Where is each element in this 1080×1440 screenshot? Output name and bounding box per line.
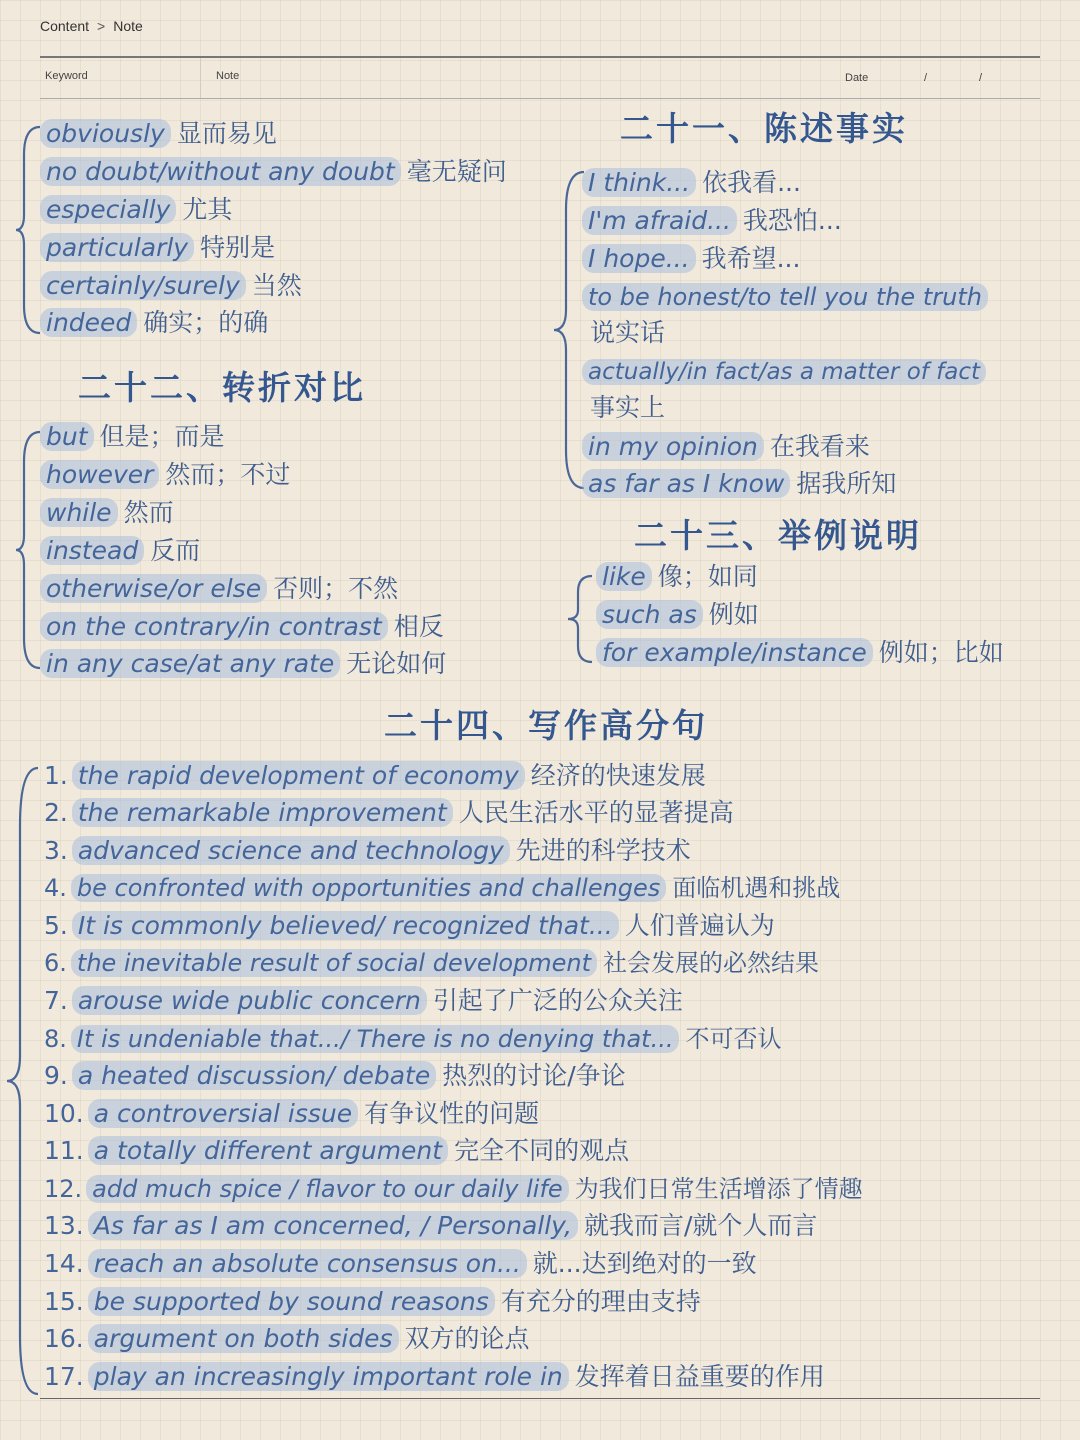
list-item: certainly/surely 当然 bbox=[40, 271, 302, 303]
list-item: 5. It is commonly believed/ recognized that... 人们普遍认为 bbox=[44, 911, 775, 940]
list-item: however 然而；不过 bbox=[40, 460, 290, 492]
list-item: in my opinion 在我看来 bbox=[582, 432, 870, 464]
list-item: 11. a totally different argument 完全不同的观点 bbox=[44, 1136, 630, 1165]
list-item: for example/instance 例如；比如 bbox=[596, 638, 1004, 670]
header-rule bbox=[40, 56, 1040, 58]
date-label: Date bbox=[845, 72, 869, 84]
section-21-title: 二十一、陈述事实 bbox=[620, 109, 908, 148]
list-item: while 然而 bbox=[40, 498, 174, 530]
list-item: I think... 依我看... bbox=[582, 168, 801, 200]
section-24-title: 二十四、写作高分句 bbox=[384, 706, 708, 745]
note-label: Note bbox=[216, 70, 240, 82]
brace-section-24 bbox=[4, 766, 44, 1396]
list-item: 事实上 bbox=[590, 393, 666, 422]
list-item: such as 例如 bbox=[596, 600, 759, 632]
column-divider bbox=[200, 58, 201, 98]
list-item: but 但是；而是 bbox=[40, 422, 225, 454]
list-item: 8. It is undeniable that.../ There is no denying that... 不可否认 bbox=[44, 1025, 782, 1053]
list-item: otherwise/or else 否则；不然 bbox=[40, 574, 398, 606]
section-23-title: 二十三、举例说明 bbox=[634, 516, 922, 555]
list-item: actually/in fact/as a matter of fact bbox=[582, 357, 986, 389]
list-item: to be honest/to tell you the truth bbox=[582, 282, 988, 314]
breadcrumb-note: Note bbox=[113, 18, 143, 34]
keyword-label: Keyword bbox=[45, 70, 88, 82]
list-item: 10. a controversial issue 有争议性的问题 bbox=[44, 1099, 540, 1128]
footer-rule bbox=[40, 1398, 1040, 1399]
list-item: I hope... 我希望... bbox=[582, 244, 800, 276]
list-item: 12. add much spice / flavor to our daily life 为我们日常生活增添了情趣 bbox=[44, 1175, 863, 1203]
list-item: especially 尤其 bbox=[40, 195, 232, 227]
brace-section-23 bbox=[566, 574, 596, 664]
list-item: 14. reach an absolute consensus on... 就...达到绝对的一致 bbox=[44, 1249, 757, 1278]
list-item: I'm afraid... 我恐怕... bbox=[582, 206, 842, 238]
breadcrumb-separator: > bbox=[97, 18, 106, 34]
list-item: 4. be confronted with opportunities and challenges 面临机遇和挑战 bbox=[44, 874, 841, 902]
list-item: in any case/at any rate 无论如何 bbox=[40, 649, 446, 681]
list-item: like 像；如同 bbox=[596, 562, 758, 594]
list-item: 13. As far as I am concerned, / Personally, 就我而言/就个人而言 bbox=[44, 1211, 818, 1240]
list-item: no doubt/without any doubt 毫无疑问 bbox=[40, 157, 507, 189]
list-item: on the contrary/in contrast 相反 bbox=[40, 612, 444, 644]
list-item: 16. argument on both sides 双方的论点 bbox=[44, 1324, 530, 1353]
list-item: as far as I know 据我所知 bbox=[582, 469, 896, 501]
list-item: obviously 显而易见 bbox=[40, 119, 277, 151]
list-item: 9. a heated discussion/ debate 热烈的讨论/争论 bbox=[44, 1061, 626, 1090]
list-item: indeed 确实；的确 bbox=[40, 308, 268, 340]
section-22-title: 二十二、转折对比 bbox=[78, 368, 366, 407]
list-item: 6. the inevitable result of social development 社会发展的必然结果 bbox=[44, 949, 820, 977]
breadcrumb-content: Content bbox=[40, 18, 90, 34]
list-item: 15. be supported by sound reasons 有充分的理由支持 bbox=[44, 1287, 701, 1316]
date-slash-2: / bbox=[979, 72, 983, 84]
list-item: particularly 特别是 bbox=[40, 233, 275, 265]
list-item: 3. advanced science and technology 先进的科学技术 bbox=[44, 836, 691, 865]
date-slash-1: / bbox=[924, 72, 928, 84]
header-subrule bbox=[40, 98, 1040, 99]
list-item: 1. the rapid development of economy 经济的快速发展 bbox=[44, 761, 706, 790]
list-item: instead 反而 bbox=[40, 536, 200, 568]
list-item: 17. play an increasingly important role in 发挥着日益重要的作用 bbox=[44, 1362, 825, 1391]
list-item: 说实话 bbox=[590, 318, 666, 347]
breadcrumb bbox=[40, 18, 143, 34]
list-item: 7. arouse wide public concern 引起了广泛的公众关注 bbox=[44, 986, 683, 1015]
list-item: 2. the remarkable improvement 人民生活水平的显著提高 bbox=[44, 798, 734, 827]
